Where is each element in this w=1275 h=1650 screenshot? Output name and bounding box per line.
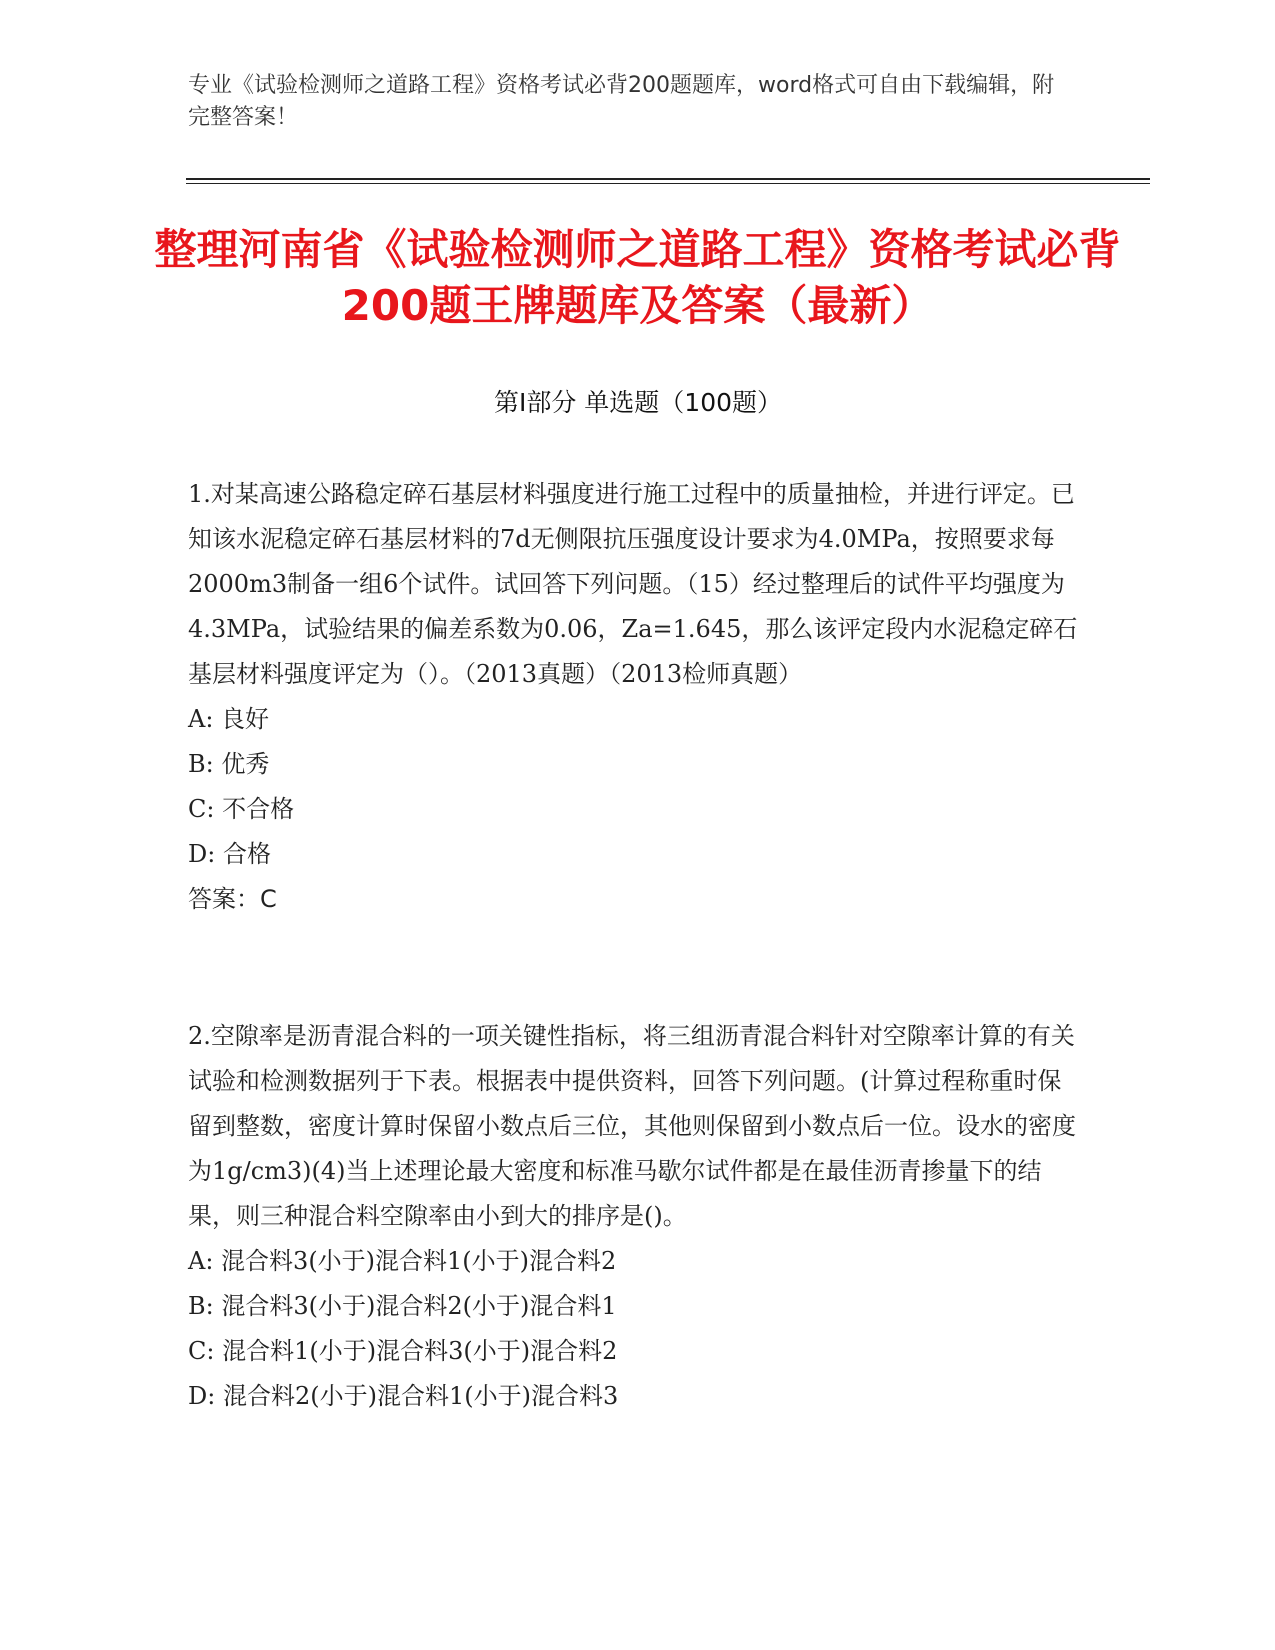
option-a: A: 良好 <box>188 705 270 733</box>
option-a: A: 混合料3(小于)混合料1(小于)混合料2 <box>188 1247 617 1275</box>
option-d: D: 合格 <box>188 840 271 868</box>
option-d: D: 混合料2(小于)混合料1(小于)混合料3 <box>188 1382 619 1410</box>
section-heading: 第Ⅰ部分 单选题（100题） <box>493 388 783 417</box>
question-stem: 1.对某高速公路稳定碎石基层材料强度进行施工过程中的质量抽检，并进行评定。已知该水泥稳定碎石基层材料的7d无侧限抗压强度设计要求为4.0MPa，按照要求每2000m3制备一组6个试件。试回答下列问题。（15）经过整理后的试件平均强度为4.3MPa，试验结果的偏差系数为0.06，Za=1.645，那么该评定段内水泥稳定碎石基层材料强度评定为（）。（2013真题）（2013检师真题） <box>188 480 1078 688</box>
option-c: C: 不合格 <box>188 795 295 823</box>
document-title: 整理河南省《试验检测师之道路工程》资格考试必背200题王牌题库及答案（最新） <box>154 225 1121 330</box>
header-divider <box>186 178 1150 180</box>
header-divider-thin <box>186 183 1150 184</box>
question-2 <box>188 1014 1078 1419</box>
header-note: 专业《试验检测师之道路工程》资格考试必背200题题库，word格式可自由下载编辑，附完整答案！ <box>188 73 1055 130</box>
question-stem: 2.空隙率是沥青混合料的一项关键性指标，将三组沥青混合料针对空隙率计算的有关试验和检测数据列于下表。根据表中提供资料，回答下列问题。(计算过程称重时保留到整数，密度计算时保留小数点后三位，其他则保留到小数点后一位。设水的密度为1g/cm3)(4)当上述理论最大密度和标准马歇尔试件都是在最佳沥青掺量下的结果，则三种混合料空隙率由小到大的排序是()。 <box>188 1022 1076 1230</box>
answer: 答案：C <box>188 885 277 913</box>
option-b: B: 混合料3(小于)混合料2(小于)混合料1 <box>188 1292 617 1320</box>
question-1 <box>188 472 1078 922</box>
option-c: C: 混合料1(小于)混合料3(小于)混合料2 <box>188 1337 618 1365</box>
option-b: B: 优秀 <box>188 750 270 778</box>
